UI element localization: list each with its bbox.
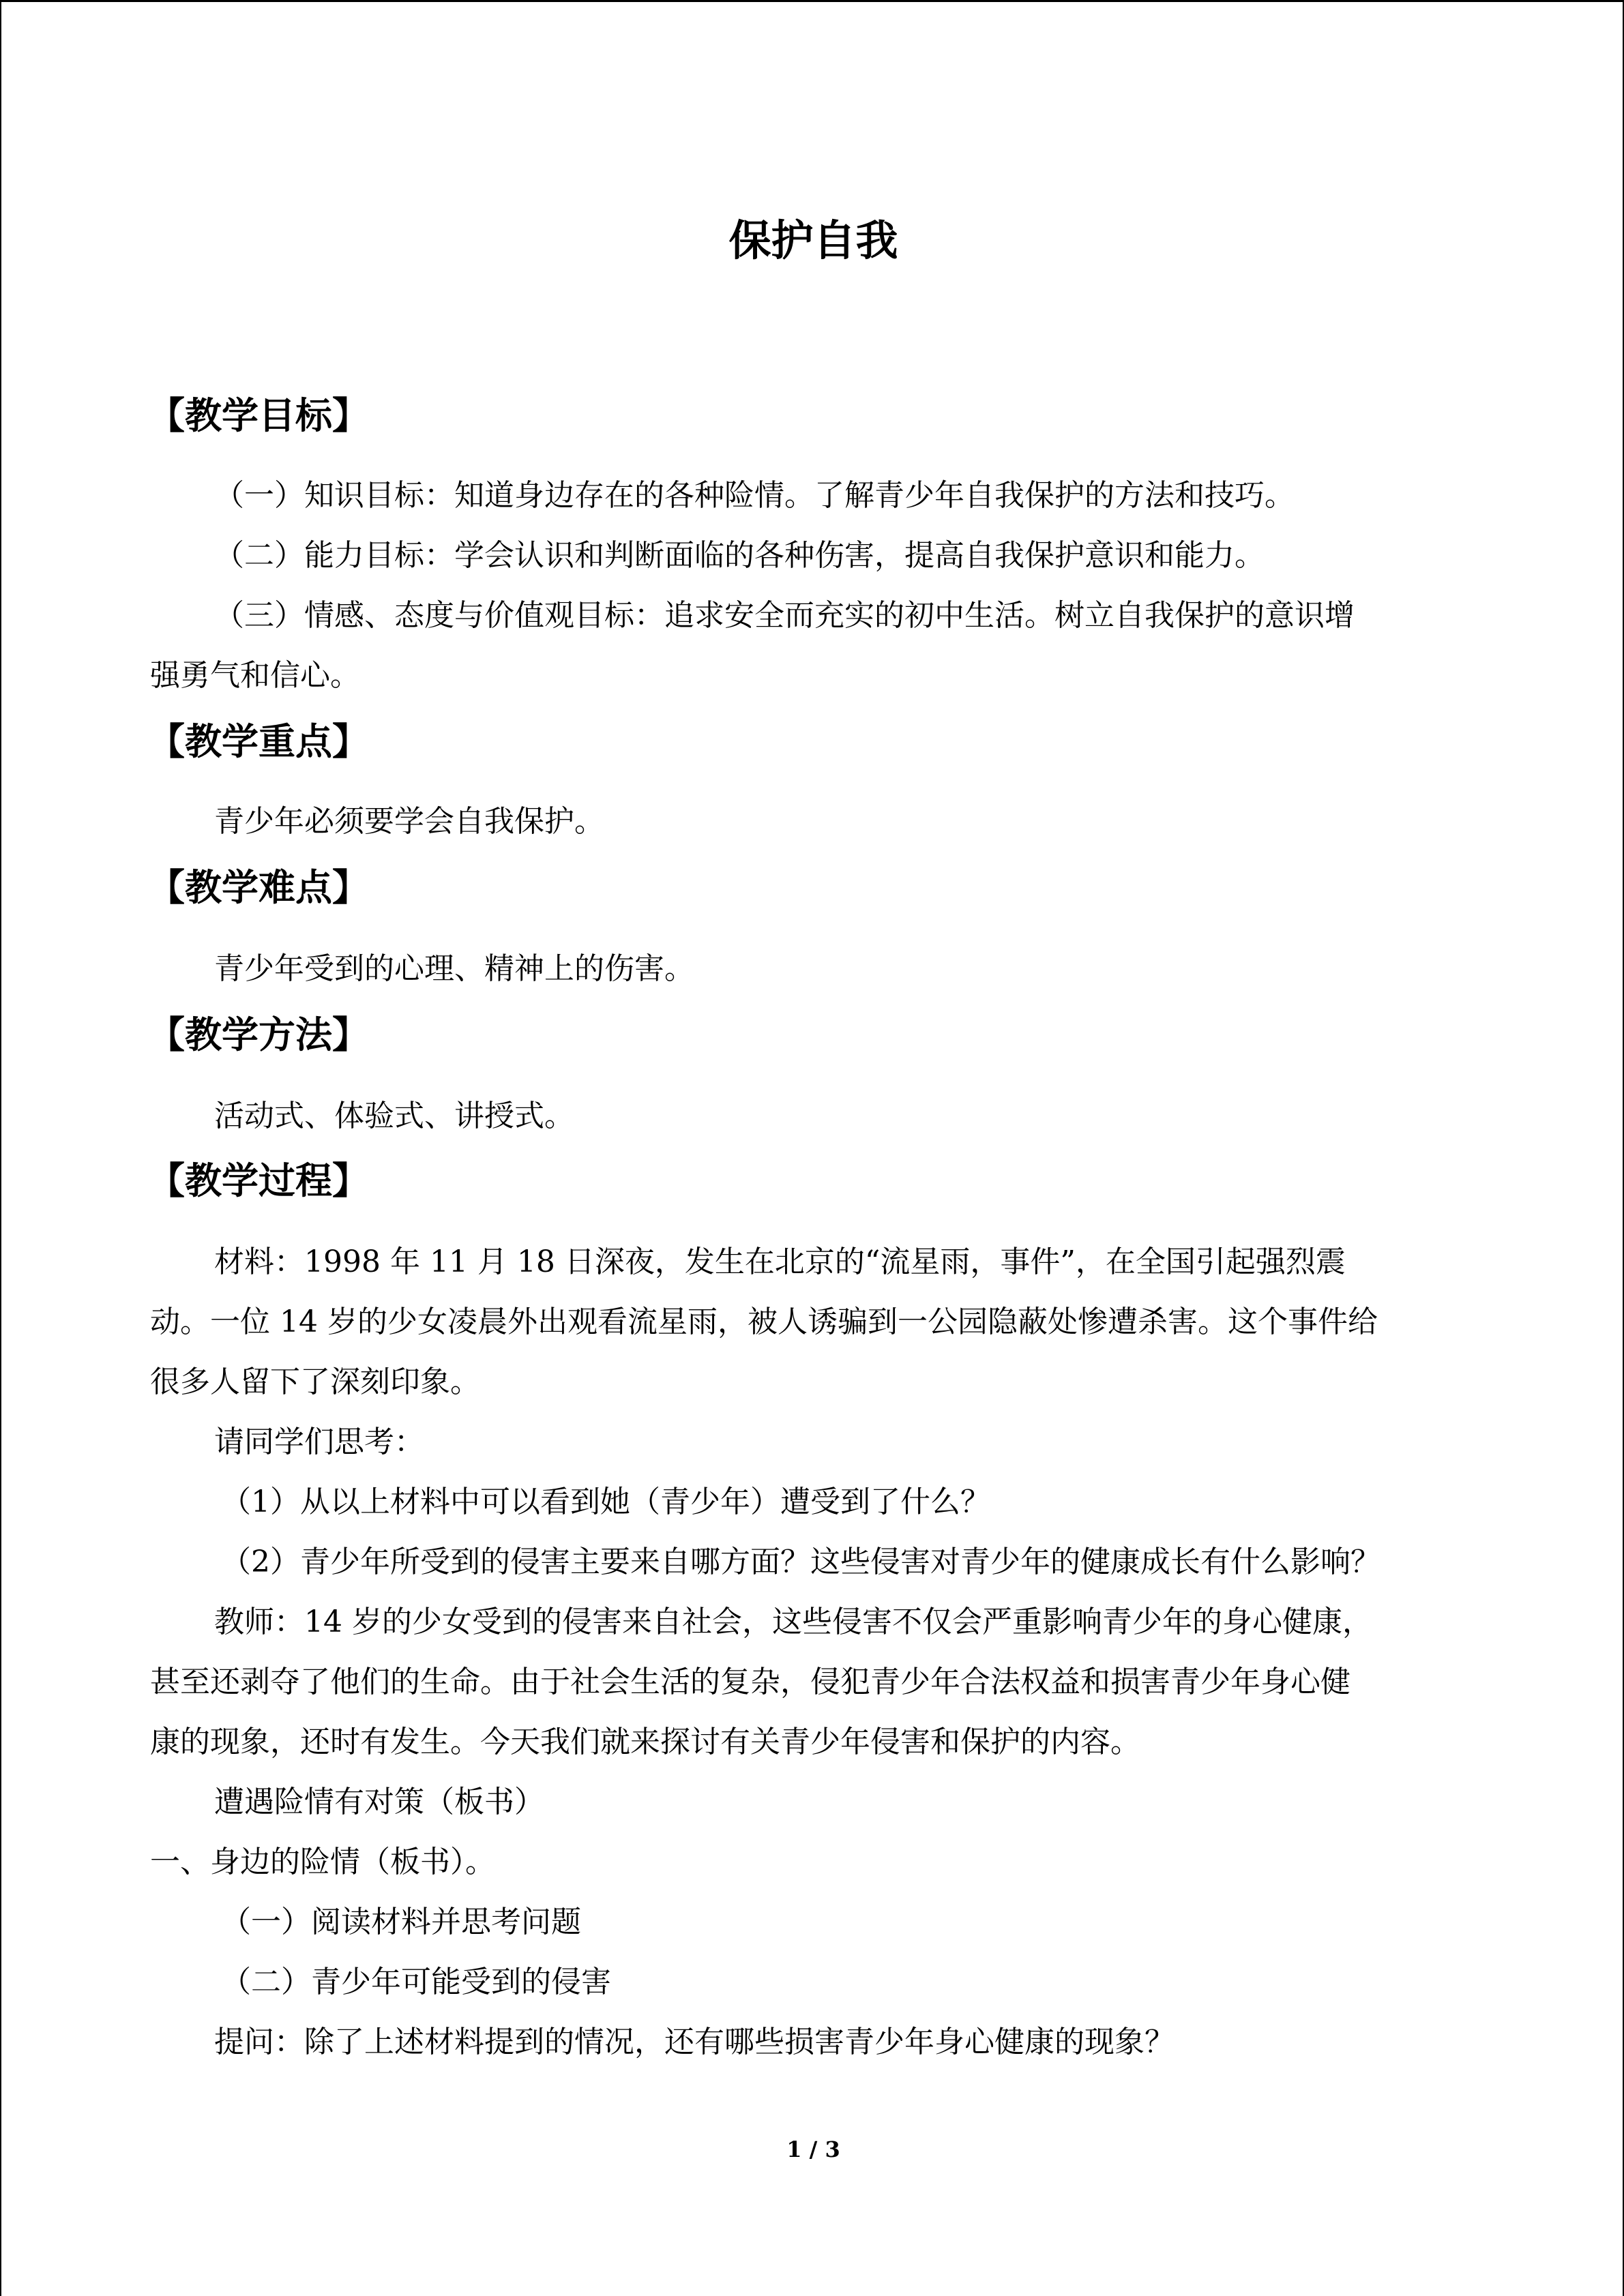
key-point-text: 青少年必须要学会自我保护。	[214, 804, 604, 839]
teacher-line1: 教师：14 岁的少女受到的侵害来自社会，这些侵害不仅会严重影响青少年的身心健康，	[214, 1605, 1372, 1639]
page-title: 保护自我	[728, 215, 898, 265]
material-line2: 动。一位 14 岁的少女凌晨外出观看流星雨，被人诱骗到一公园隐蔽处惨遭杀害。这个事件给	[150, 1304, 1378, 1339]
heading-objectives: 【教学目标】	[148, 394, 369, 437]
objective-ability: （二）能力目标：学会认识和判断面临的各种伤害，提高自我保护意识和能力。	[214, 538, 1265, 573]
heading-difficulty: 【教学难点】	[148, 866, 369, 909]
subsection-2: （二）青少年可能受到的侵害	[221, 1965, 611, 1999]
question-2: （2）青少年所受到的侵害主要来自哪方面？这些侵害对青少年的健康成长有什么影响？	[221, 1545, 1381, 1579]
teacher-line2: 甚至还剥夺了他们的生命。由于社会生活的复杂，侵犯青少年合法权益和损害青少年身心健	[150, 1665, 1350, 1699]
subsection-1: （一）阅读材料并思考问题	[221, 1905, 581, 1939]
think-prompt: 请同学们思考：	[214, 1425, 424, 1459]
objective-emotion-line2: 强勇气和信心。	[150, 658, 360, 693]
question-prompt: 提问：除了上述材料提到的情况，还有哪些损害青少年身心健康的现象？	[214, 2025, 1175, 2059]
board-note-2: 一、身边的险情（板书）。	[150, 1845, 495, 1879]
heading-method: 【教学方法】	[148, 1013, 369, 1056]
board-note-1: 遭遇险情有对策（板书）	[214, 1785, 544, 1819]
material-line1: 材料：1998 年 11 月 18 日深夜，发生在北京的“流星雨，事件”，在全国引起强烈震	[214, 1244, 1346, 1279]
teacher-line3: 康的现象，还时有发生。今天我们就来探讨有关青少年侵害和保护的内容。	[150, 1725, 1140, 1759]
method-text: 活动式、体验式、讲授式。	[214, 1099, 574, 1133]
material-line3: 很多人留下了深刻印象。	[150, 1365, 480, 1399]
objective-knowledge: （一）知识目标：知道身边存在的各种险情。了解青少年自我保护的方法和技巧。	[214, 478, 1295, 513]
difficulty-text: 青少年受到的心理、精神上的伤害。	[214, 951, 694, 986]
objective-emotion-line1: （三）情感、态度与价值观目标：追求安全而充实的初中生活。树立自我保护的意识增	[214, 598, 1355, 633]
heading-process: 【教学过程】	[148, 1159, 369, 1202]
question-1: （1）从以上材料中可以看到她（青少年）遭受到了什么？	[221, 1485, 990, 1519]
page-number: 1 / 3	[786, 2136, 840, 2162]
heading-key-point: 【教学重点】	[148, 720, 369, 763]
